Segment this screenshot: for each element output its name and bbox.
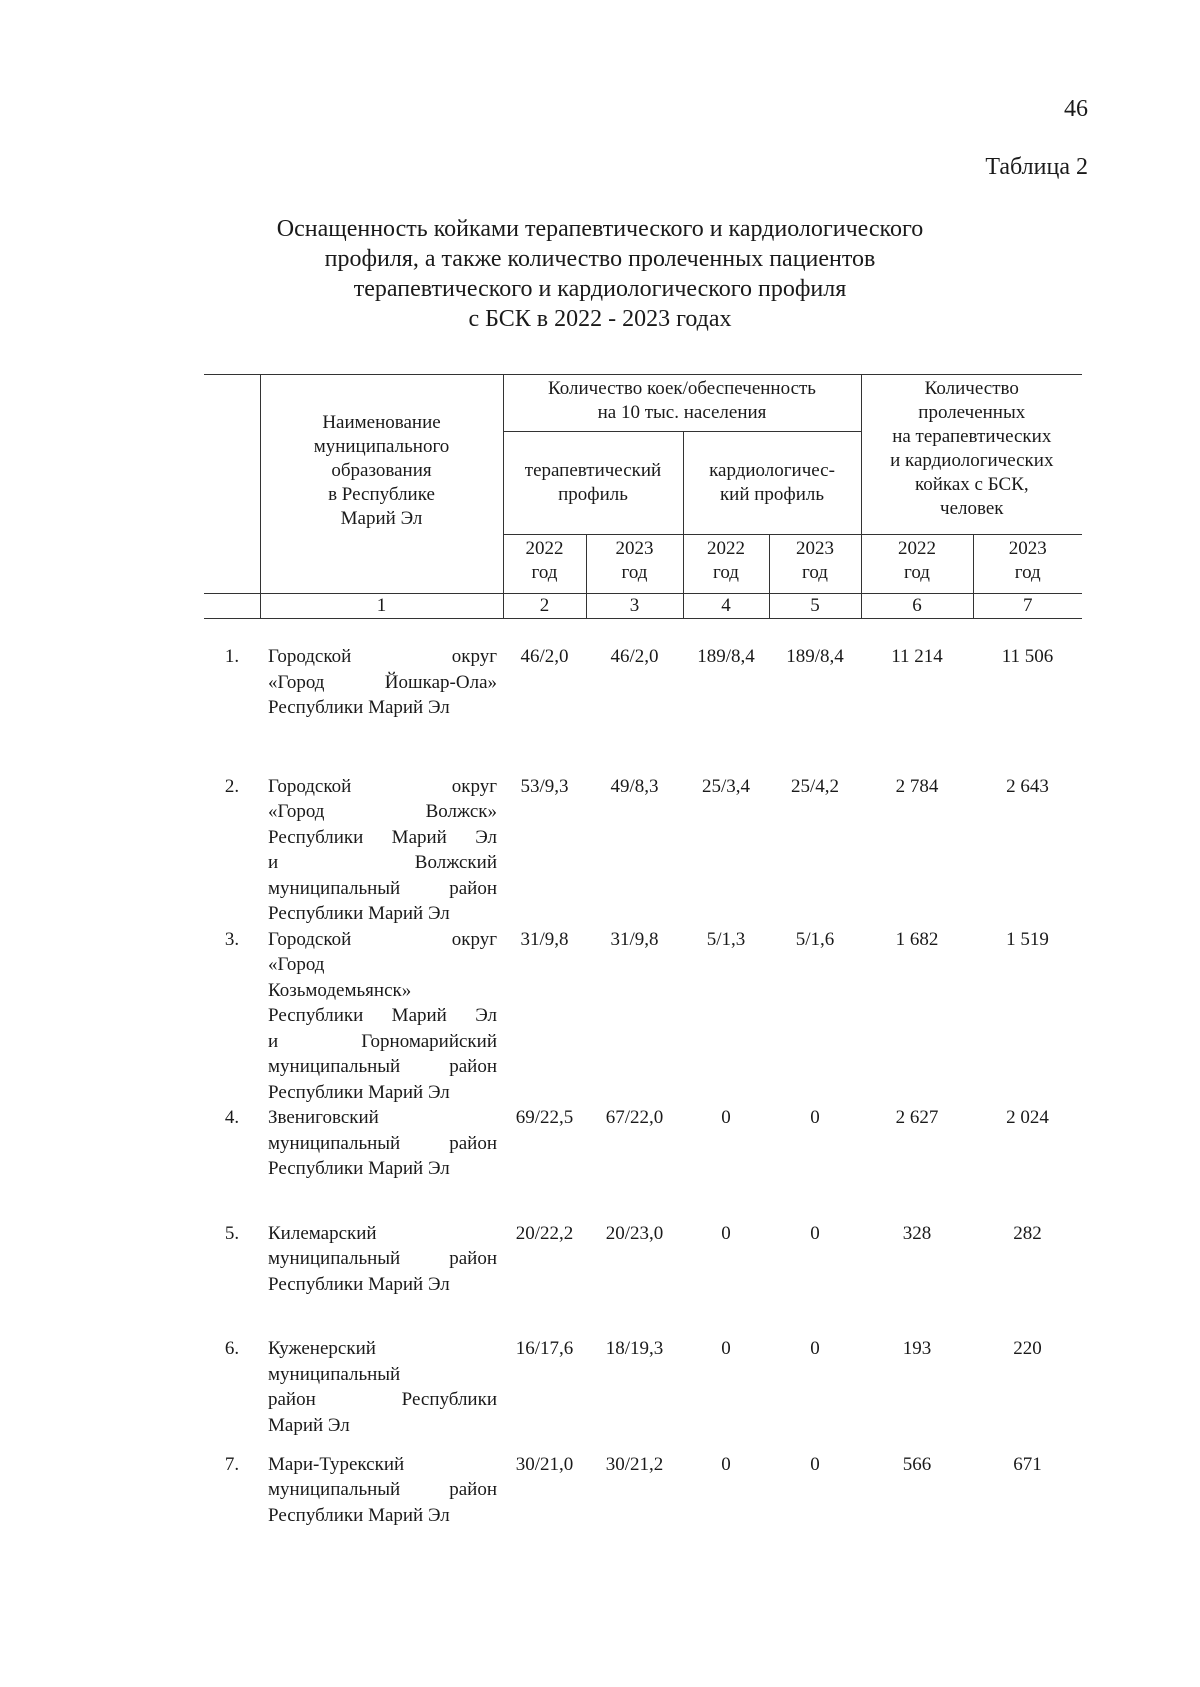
header-line: Количество — [924, 378, 1019, 399]
value-card-2023: 189/8,4 — [786, 646, 844, 667]
header-line: год — [713, 562, 739, 583]
value-card-2022: 25/3,4 — [701, 775, 751, 797]
name-line: Городской округ — [268, 928, 497, 950]
name-line: и Горномарийский — [268, 1030, 497, 1052]
column-number: 1 — [260, 594, 503, 619]
row-index: 1. — [224, 646, 240, 667]
municipality-name — [260, 1105, 503, 1221]
header-line: 2022 — [898, 538, 937, 559]
name-line: Козьмодемьянск» — [268, 979, 412, 1001]
column-number: 5 — [769, 594, 861, 619]
name-line: муниципальный район — [268, 1132, 497, 1154]
municipality-name — [260, 1336, 503, 1452]
table-row — [204, 774, 1082, 927]
header-line: муниципального — [313, 436, 450, 457]
name-line: Республики Марий Эл — [268, 697, 450, 718]
value-card-2023: 5/1,6 — [795, 928, 835, 950]
value-ther-2022: 69/22,5 — [515, 1107, 574, 1128]
value-treated-2022: 193 — [902, 1338, 932, 1359]
value-ther-2022: 16/17,6 — [515, 1338, 574, 1359]
value-card-2023: 25/4,2 — [790, 775, 840, 797]
value-card-2022: 5/1,3 — [706, 928, 746, 950]
name-line: Городской округ — [268, 775, 497, 797]
value-ther-2023: 67/22,0 — [605, 1107, 664, 1128]
municipality-name — [260, 1221, 503, 1337]
name-line: муниципальный — [268, 1363, 401, 1385]
value-treated-2023: 2 024 — [1006, 1107, 1049, 1128]
header-line: Марий Эл — [340, 508, 423, 529]
header-line: терапевтический — [524, 460, 662, 481]
column-number: 6 — [861, 594, 973, 619]
header-line: 2023 — [1008, 538, 1047, 559]
value-card-2023: 0 — [810, 1453, 820, 1475]
name-line: муниципальный район — [268, 1056, 497, 1077]
value-ther-2022: 20/22,2 — [515, 1222, 574, 1244]
value-ther-2023: 46/2,0 — [610, 646, 659, 667]
header-line: Количество коек/обеспеченность — [548, 378, 816, 399]
header-year-cell — [861, 535, 973, 594]
row-index: 2. — [224, 775, 240, 797]
header-name-column — [260, 375, 503, 594]
name-line: муниципальный район — [268, 1479, 497, 1500]
header-year-cell — [973, 535, 1082, 594]
header-line: в Республике — [328, 484, 435, 505]
name-line: Марий Эл — [268, 1414, 350, 1436]
value-ther-2023: 31/9,8 — [610, 928, 659, 950]
title-line: с БСК в 2022 - 2023 годах — [468, 306, 732, 332]
name-line: Звениговский — [268, 1107, 379, 1128]
header-beds-group — [503, 375, 861, 432]
header-line: год — [1014, 562, 1041, 583]
value-card-2023: 0 — [810, 1222, 820, 1244]
value-treated-2023: 1 519 — [1006, 928, 1049, 950]
value-ther-2022: 30/21,0 — [515, 1453, 574, 1475]
value-card-2023: 0 — [810, 1338, 820, 1359]
header-line: кардиологичес- — [709, 460, 835, 481]
municipality-name — [260, 927, 503, 1106]
name-line: Килемарский — [268, 1222, 377, 1244]
name-line: муниципальный район — [268, 1248, 497, 1269]
value-ther-2023: 20/23,0 — [605, 1222, 664, 1244]
document-title — [230, 214, 970, 334]
value-ther-2022: 46/2,0 — [520, 646, 569, 667]
header-treated-group — [861, 375, 1082, 535]
name-line: Куженерский — [268, 1338, 376, 1359]
header-line: образования — [331, 460, 432, 481]
page-number: 46 — [1064, 96, 1088, 122]
table-row — [204, 644, 1082, 774]
header-year-cell — [683, 535, 769, 594]
name-line: «Город Йошкар-Ола» — [268, 671, 497, 693]
value-treated-2023: 220 — [1013, 1338, 1042, 1359]
header-line: 2022 — [525, 538, 564, 559]
name-line: «Город Волжск» — [268, 801, 497, 822]
table-header — [204, 374, 1082, 619]
table-label: Таблица 2 — [985, 154, 1088, 180]
table-row — [204, 1452, 1082, 1529]
name-line: муниципальный район — [268, 877, 497, 899]
row-index: 5. — [224, 1222, 240, 1244]
value-card-2023: 0 — [810, 1107, 820, 1128]
header-year-cell — [586, 535, 683, 594]
title-line: терапевтического и кардиологического профиля — [353, 276, 847, 302]
value-treated-2022: 2 784 — [895, 775, 939, 797]
title-line: Оснащенность койками терапевтического и кардиологического — [276, 216, 924, 242]
header-year-cell — [769, 535, 861, 594]
header-index-column — [204, 375, 260, 594]
name-line: Республики Марий Эл — [268, 1158, 450, 1179]
value-treated-2022: 328 — [902, 1222, 932, 1244]
header-line: год — [531, 562, 558, 583]
value-card-2022: 0 — [721, 1107, 731, 1128]
municipality-name — [260, 774, 503, 927]
header-line: Наименование — [322, 412, 441, 433]
name-line: Республики Марий Эл — [268, 1005, 497, 1026]
value-ther-2023: 30/21,2 — [605, 1453, 664, 1475]
name-line: Республики Марий Эл — [268, 1081, 450, 1103]
header-line: год — [802, 562, 828, 583]
row-index: 6. — [224, 1338, 240, 1359]
header-line: и кардиологических — [890, 450, 1054, 471]
header-therapeutic-profile — [503, 432, 683, 535]
title-line: профиля, а также количество пролеченных пациентов — [324, 246, 876, 272]
value-treated-2023: 282 — [1013, 1222, 1042, 1244]
value-ther-2022: 31/9,8 — [520, 928, 569, 950]
value-treated-2022: 11 214 — [891, 646, 943, 667]
header-line: на 10 тыс. населения — [597, 402, 767, 423]
table-body — [204, 644, 1082, 1528]
table-row — [204, 927, 1082, 1106]
name-line: Республики Марий Эл — [268, 1504, 450, 1526]
header-line: 2022 — [707, 538, 745, 559]
name-line: Республики Марий Эл — [268, 826, 497, 848]
header-cardiology-profile — [683, 432, 861, 535]
value-treated-2022: 566 — [902, 1453, 932, 1475]
value-treated-2022: 2 627 — [895, 1107, 939, 1128]
column-number: 3 — [586, 594, 683, 619]
header-line: 2023 — [615, 538, 654, 559]
header-line: койках с БСК, — [914, 474, 1029, 495]
header-line: пролеченных — [918, 402, 1026, 423]
column-number: 2 — [503, 594, 586, 619]
header-year-cell — [503, 535, 586, 594]
name-line: и Волжский — [268, 852, 497, 873]
name-line: «Город — [268, 954, 325, 975]
municipality-name — [260, 1452, 503, 1529]
value-treated-2023: 671 — [1013, 1453, 1042, 1475]
value-card-2022: 0 — [721, 1453, 731, 1475]
header-line: 2023 — [796, 538, 834, 559]
header-line: профиль — [558, 484, 628, 505]
value-treated-2023: 2 643 — [1006, 775, 1049, 797]
value-card-2022: 189/8,4 — [697, 646, 755, 667]
name-line: Республики Марий Эл — [268, 1273, 450, 1295]
value-card-2022: 0 — [721, 1338, 731, 1359]
row-index: 7. — [224, 1453, 240, 1475]
header-line: кий профиль — [719, 484, 825, 505]
name-line: Мари-Турекский — [268, 1453, 405, 1475]
table-row — [204, 1105, 1082, 1221]
value-treated-2022: 1 682 — [895, 928, 939, 950]
header-line: год — [621, 562, 648, 583]
value-ther-2023: 49/8,3 — [610, 775, 659, 797]
value-card-2022: 0 — [721, 1222, 731, 1244]
column-number-empty — [204, 594, 260, 619]
value-ther-2022: 53/9,3 — [520, 775, 569, 797]
column-number: 7 — [973, 594, 1082, 619]
name-line: район Республики — [268, 1389, 497, 1410]
column-number: 4 — [683, 594, 769, 619]
value-treated-2023: 11 506 — [1001, 646, 1054, 667]
header-line: на терапевтических — [892, 426, 1052, 447]
name-line: Городской округ — [268, 646, 497, 667]
table-row — [204, 1221, 1082, 1337]
municipality-name — [260, 644, 503, 774]
row-index: 3. — [224, 928, 240, 950]
header-line: человек — [940, 498, 1004, 519]
row-index: 4. — [224, 1107, 240, 1128]
name-line: Республики Марий Эл — [268, 903, 450, 924]
table-row — [204, 1336, 1082, 1452]
header-line: год — [904, 562, 930, 583]
value-ther-2023: 18/19,3 — [605, 1338, 664, 1359]
